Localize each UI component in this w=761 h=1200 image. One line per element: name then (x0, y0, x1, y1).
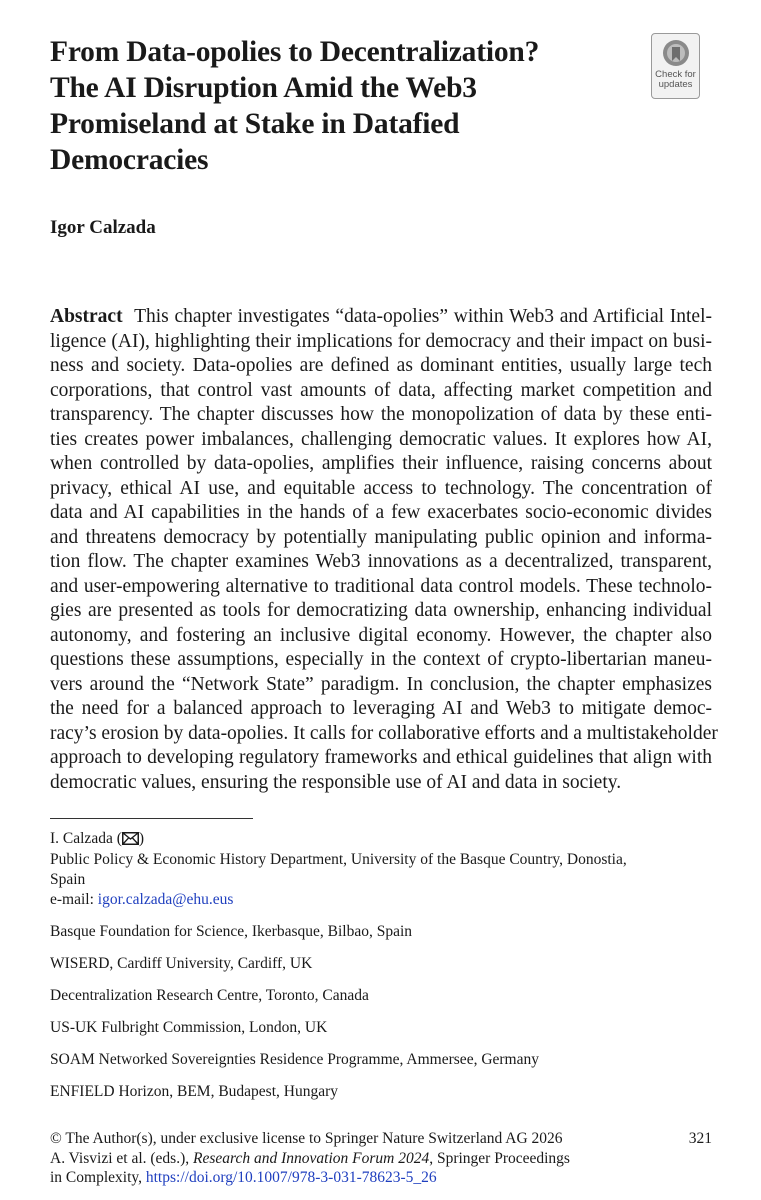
email-line: e-mail: igor.calzada@ehu.eus (50, 891, 234, 908)
abstract-line: gies are presented as tools for democratizing data ownership, enhancing individual (50, 600, 712, 621)
abstract-line: ligence (AI), highlighting their implications for democracy and their impact on busi- (50, 330, 712, 352)
affiliation-item: US-UK Fulbright Commission, London, UK (50, 1019, 328, 1036)
abstract-line: racy’s erosion by data-opolies. It calls for collaborative efforts and a multistakeholder (50, 722, 718, 744)
book-title: Research and Innovation Forum 2024 (193, 1149, 430, 1167)
citation-line: A. Visvizi et al. (eds.), Research and Innovation Forum 2024, Springer Proceedings (50, 1149, 570, 1167)
affiliation-item: SOAM Networked Sovereignties Residence Programme, Ammersee, Germany (50, 1051, 539, 1068)
title-line: From Data-opolies to Decentralization? (50, 36, 540, 68)
abstract-line: corporations, that control vast amounts of data, affecting market competition and (50, 379, 712, 401)
author-affiliation-name: I. Calzada ( ) (50, 830, 145, 847)
abstract-line: when controlled by data-opolies, amplifies their influence, raising concerns about (50, 453, 712, 474)
page-number: 321 (688, 1130, 712, 1147)
abstract-line: approach to developing regulatory frameworks and ethical guidelines that align with (50, 747, 712, 768)
abstract-line: vers around the “Network State” paradigm. In conclusion, the chapter emphasizes (50, 673, 712, 695)
badge-line1: Check for (655, 69, 696, 80)
check-for-updates-badge[interactable] (651, 33, 700, 99)
copyright-line: © The Author(s), under exclusive license to Springer Nature Switzerland AG 2026 (50, 1130, 563, 1147)
abstract (50, 305, 718, 795)
affiliation-item: Decentralization Research Centre, Toronto, Canada (50, 987, 369, 1004)
abstract-line: questions these assumptions, especially in the context of crypto-libertarian maneu- (50, 649, 712, 670)
abstract-line: autonomy, and fostering an inclusive digital economy. However, the chapter also (50, 624, 712, 646)
affiliation-item: Basque Foundation for Science, Ikerbasque, Bilbao, Spain (50, 923, 413, 940)
abstract-line: transparency. The chapter discusses how the monopolization of data by these enti- (50, 404, 712, 425)
abstract-line: privacy, ethical AI use, and equitable access to technology. The concentration of (50, 477, 712, 499)
author-name: Igor Calzada (50, 217, 156, 238)
department-country: Spain (50, 871, 86, 888)
email-link[interactable]: igor.calzada@ehu.eus (97, 891, 234, 908)
abstract-line: and user-empowering alternative to traditional data control models. These technolo- (50, 575, 712, 597)
abstract-label: Abstract (50, 306, 123, 327)
affiliation-item: WISERD, Cardiff University, Cardiff, UK (50, 955, 313, 972)
abstract-line: Abstract This chapter investigates “data-opolies” within Web3 and Artificial Intel- (50, 306, 713, 327)
abstract-line: and threatens democracy by potentially manipulating public opinion and informa- (50, 526, 712, 548)
abstract-line: democratic values, ensuring the responsible use of AI and data in society. (50, 771, 622, 793)
abstract-line: ties creates power imbalances, challenging democratic values. It explores how AI, (50, 428, 712, 450)
affiliation-item: ENFIELD Horizon, BEM, Budapest, Hungary (50, 1083, 338, 1100)
badge-line2: updates (658, 79, 693, 90)
copyright-footer (50, 1129, 712, 1188)
chapter-title (50, 34, 610, 178)
doi-line: in Complexity, https://doi.org/10.1007/978-3-031-78623-5_26 (50, 1169, 437, 1186)
title-line: Promiseland at Stake in Datafied (50, 108, 460, 140)
footnote-divider (50, 818, 253, 819)
crossmark-icon (662, 39, 690, 67)
abstract-line: the need for a balanced approach to leveraging AI and Web3 to mitigate democ- (50, 698, 712, 719)
title-line: The AI Disruption Amid the Web3 (50, 72, 477, 104)
abstract-line: ness and society. Data-opolies are defined as dominant entities, usually large tech (50, 355, 712, 376)
abstract-line: tion flow. The chapter examines Web3 innovations as a decentralized, transparent, (50, 551, 712, 572)
envelope-icon[interactable] (122, 832, 139, 845)
title-line: Democracies (50, 144, 209, 176)
doi-link[interactable]: https://doi.org/10.1007/978-3-031-78623-5_26 (145, 1169, 437, 1186)
department-line: Public Policy & Economic History Department, University of the Basque Country, Donostia, (50, 851, 627, 868)
abstract-line: data and AI capabilities in the hands of a few exacerbates socio-economic divides (50, 502, 712, 523)
